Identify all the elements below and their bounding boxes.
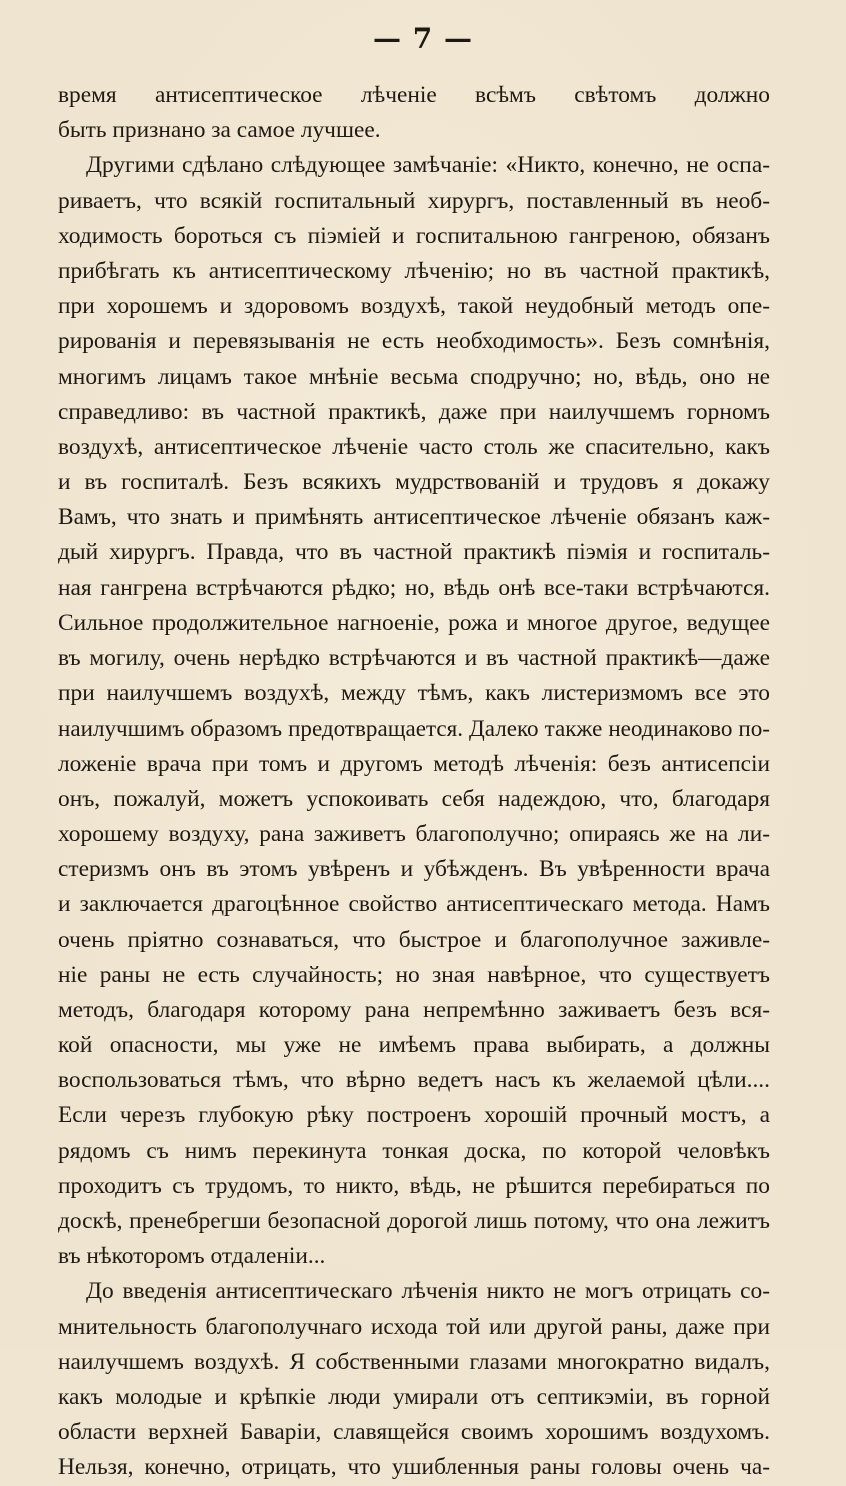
text-line: быть признано за самое лучшее. — [58, 117, 381, 144]
text-line: рядомъ съ нимъ перекинута тонкая доска, по которой человѣкъ — [58, 1137, 770, 1164]
text-line: доскѣ, пренебрегши безопасной дорогой лишь потому, что она лежитъ — [58, 1208, 770, 1234]
text-line: очень пріятно сознаваться, что быстрое и благополучное заживле- — [58, 926, 770, 953]
text-line: при хорошемъ и здоровомъ воздухѣ, такой неудобный методъ опе- — [58, 293, 770, 320]
text-line: прибѣгать къ антисептическому лѣченію; но въ частной практикѣ, — [58, 257, 770, 284]
text-line: онъ, пожалуй, можетъ успокоивать себя надеждою, что, благодаря — [58, 785, 770, 812]
text-line: воздухѣ, антисептическое лѣченіе часто столь же спасительно, какъ — [58, 433, 770, 460]
text-line: какъ молодые и крѣпкіе люди умирали отъ септикэміи, въ горной — [58, 1383, 770, 1410]
page-text — [58, 78, 770, 1486]
text-line: время антисептическое лѣченіе всѣмъ свѣтомъ должно — [58, 82, 770, 108]
text-line: Нельзя, конечно, отрицать, что ушибленныя раны головы очень ча- — [58, 1454, 770, 1481]
text-line: рированія и перевязыванія не есть необходимость». Безъ сомнѣнія, — [58, 328, 770, 355]
text-line: ная гангрена встрѣчаются рѣдко; но, вѣдь онѣ все-таки встрѣчаются. — [58, 574, 770, 601]
text-line: въ нѣкоторомъ отдаленіи... — [58, 1243, 326, 1270]
text-line: Вамъ, что знать и примѣнять антисептическое лѣченіе обязанъ каж- — [58, 504, 770, 531]
text-line: Сильное продолжительное нагноеніе, рожа и многое другое, ведущее — [58, 609, 770, 636]
text-line: при наилучшемъ воздухѣ, между тѣмъ, какъ листеризмомъ все это — [58, 680, 770, 707]
text-line: дый хирургъ. Правда, что въ частной практикѣ піэмія и госпиталь- — [58, 539, 770, 566]
text-line: многимъ лицамъ такое мнѣніе весьма сподручно; но, вѣдь, оно не — [58, 363, 770, 390]
text-line: ходимость бороться съ піэміей и госпитальною гангреною, обязанъ — [58, 222, 770, 249]
text-line: мнительность благополучнаго исхода той или другой раны, даже при — [58, 1313, 770, 1340]
text-line: наилучшимъ образомъ предотвращается. Далеко также неодинаково по- — [58, 715, 770, 742]
text-line: кой опасности, мы уже не имѣемъ права выбирать, а должны — [58, 1032, 770, 1059]
page-number: — 7 — — [373, 22, 473, 55]
text-line: риваетъ, что всякій госпитальный хирургъ, поставленный въ необ- — [58, 187, 770, 214]
text-line: ніе раны не есть случайность; но зная навѣрное, что существуетъ — [58, 961, 770, 988]
text-line: методъ, благодаря которому рана непремѣнно заживаетъ безъ вся- — [58, 996, 770, 1023]
text-line: стеризмъ онъ въ этомъ увѣренъ и убѣжденъ. Въ увѣренности врача — [58, 856, 770, 883]
text-line: справедливо: въ частной практикѣ, даже при наилучшемъ горномъ — [58, 398, 770, 425]
text-line: области верхней Баваріи, славящейся своимъ хорошимъ воздухомъ. — [58, 1419, 770, 1446]
text-line: въ могилу, очень нерѣдко встрѣчаются и въ частной практикѣ—даже — [58, 645, 770, 671]
text-line: ложеніе врача при томъ и другомъ методѣ лѣченія: безъ антисепсіи — [58, 750, 770, 777]
text-line: проходитъ съ трудомъ, то никто, вѣдь, не рѣшится перебираться по — [58, 1172, 770, 1199]
text-line: Если черезъ глубокую рѣку построенъ хорошій прочный мостъ, а — [58, 1102, 770, 1129]
text-line: и въ госпиталѣ. Безъ всякихъ мудрствованій и трудовъ я докажу — [58, 469, 770, 496]
text-line: До введенія антисептическаго лѣченія никто не могъ отрицать со- — [86, 1278, 770, 1305]
text-line: наилучшемъ воздухѣ. Я собственными глазами многократно видалъ, — [58, 1348, 770, 1375]
text-line: Другими сдѣлано слѣдующее замѣчаніе: «Никто, конечно, не оспа- — [86, 152, 770, 179]
text-line: хорошему воздуху, рана заживетъ благополучно; опираясь же на ли- — [58, 820, 770, 847]
text-line: и заключается драгоцѣнное свойство антисептическаго метода. Намъ — [58, 891, 770, 918]
text-line: воспользоваться тѣмъ, что вѣрно ведетъ насъ къ желаемой цѣли.... — [58, 1067, 770, 1094]
